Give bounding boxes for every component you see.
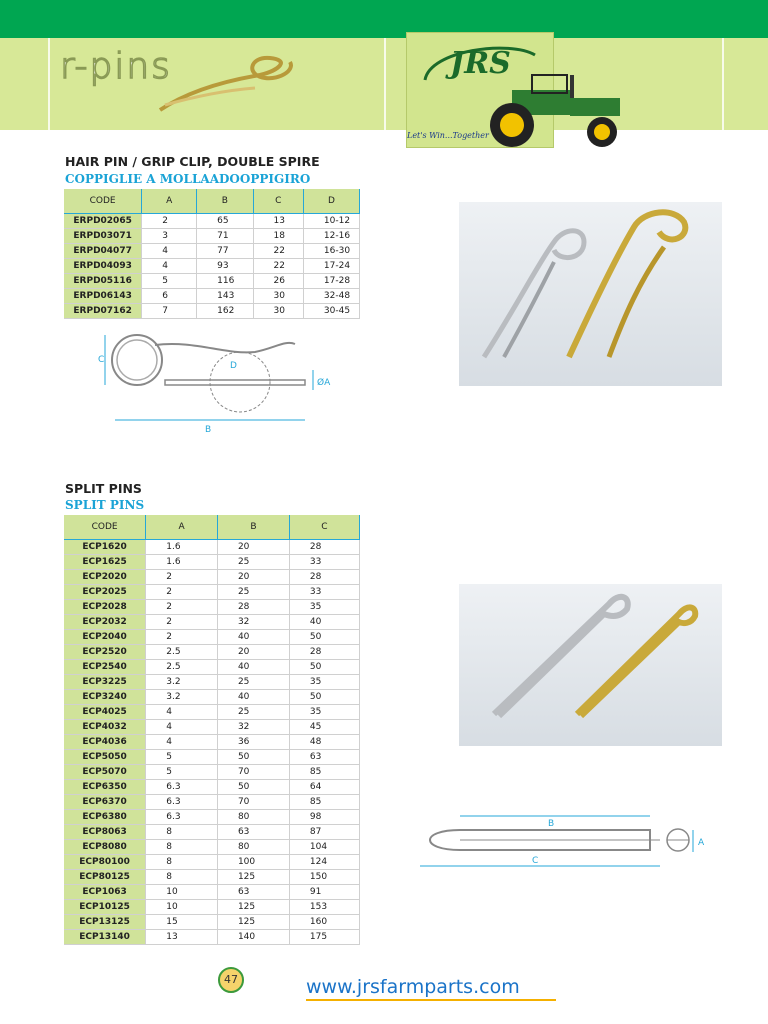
footer-url[interactable]: www.jrsfarmparts.com bbox=[306, 976, 520, 998]
table-cell-value: 10-12 bbox=[303, 214, 359, 229]
table-cell-code: ECP2032 bbox=[64, 615, 146, 630]
table-cell-value: 8 bbox=[146, 870, 218, 885]
table-row bbox=[64, 675, 360, 690]
table-row bbox=[64, 244, 360, 259]
hair-pin-col-d: D bbox=[303, 189, 359, 214]
table-row bbox=[64, 645, 360, 660]
split-diagram-label-b: B bbox=[548, 819, 555, 829]
table-cell-value: 18 bbox=[253, 229, 303, 244]
table-cell-value: 20 bbox=[217, 540, 289, 555]
table-row bbox=[64, 289, 360, 304]
table-row bbox=[64, 780, 360, 795]
table-cell-code: ECP6350 bbox=[64, 780, 146, 795]
table-cell-value: 160 bbox=[289, 915, 359, 930]
table-cell-value: 36 bbox=[217, 735, 289, 750]
table-cell-value: 6.3 bbox=[146, 810, 218, 825]
table-row bbox=[64, 900, 360, 915]
table-cell-code: ECP3240 bbox=[64, 690, 146, 705]
table-cell-value: 3.2 bbox=[146, 690, 218, 705]
table-cell-value: 2 bbox=[146, 615, 218, 630]
table-cell-value: 28 bbox=[289, 540, 359, 555]
table-cell-value: 6.3 bbox=[146, 795, 218, 810]
table-cell-value: 8 bbox=[146, 855, 218, 870]
table-cell-value: 30 bbox=[253, 289, 303, 304]
table-cell-code: ERPD04077 bbox=[64, 244, 142, 259]
table-cell-value: 2 bbox=[146, 570, 218, 585]
table-cell-value: 40 bbox=[217, 660, 289, 675]
table-cell-value: 25 bbox=[217, 585, 289, 600]
table-row bbox=[64, 259, 360, 274]
split-diagram-label-c: C bbox=[532, 856, 539, 866]
table-cell-value: 50 bbox=[289, 660, 359, 675]
hair-pin-col-b: B bbox=[197, 189, 253, 214]
hair-pin-subtitle: COPPIGLIE A MOLLAADOOPPIGIRO bbox=[65, 172, 311, 186]
split-pins-col-a: A bbox=[146, 515, 218, 540]
hair-pin-col-code: CODE bbox=[64, 189, 142, 214]
table-cell-value: 63 bbox=[289, 750, 359, 765]
table-cell-value: 10 bbox=[146, 900, 218, 915]
table-cell-code: ERPD04093 bbox=[64, 259, 142, 274]
table-cell-value: 32 bbox=[217, 615, 289, 630]
table-row bbox=[64, 229, 360, 244]
table-cell-value: 104 bbox=[289, 840, 359, 855]
table-cell-code: ECP8063 bbox=[64, 825, 146, 840]
table-cell-value: 77 bbox=[197, 244, 253, 259]
table-cell-value: 28 bbox=[289, 645, 359, 660]
table-cell-value: 40 bbox=[217, 630, 289, 645]
table-cell-value: 5 bbox=[146, 765, 218, 780]
table-row bbox=[64, 915, 360, 930]
table-row bbox=[64, 304, 360, 319]
table-cell-value: 17-28 bbox=[303, 274, 359, 289]
table-cell-value: 25 bbox=[217, 675, 289, 690]
logo-tagline: Let's Win...Together bbox=[407, 131, 489, 140]
table-cell-value: 71 bbox=[197, 229, 253, 244]
split-pin-photo bbox=[459, 584, 722, 746]
table-cell-value: 80 bbox=[217, 810, 289, 825]
table-cell-code: ECP2040 bbox=[64, 630, 146, 645]
table-row bbox=[64, 274, 360, 289]
table-cell-code: ECP2028 bbox=[64, 600, 146, 615]
table-cell-value: 30 bbox=[253, 304, 303, 319]
table-cell-value: 33 bbox=[289, 555, 359, 570]
table-cell-value: 1.6 bbox=[146, 540, 218, 555]
table-cell-value: 17-24 bbox=[303, 259, 359, 274]
diagram-label-b: B bbox=[205, 425, 212, 435]
table-cell-value: 116 bbox=[197, 274, 253, 289]
table-cell-value: 15 bbox=[146, 915, 218, 930]
table-cell-value: 40 bbox=[289, 615, 359, 630]
table-cell-value: 2.5 bbox=[146, 645, 218, 660]
table-cell-value: 5 bbox=[146, 750, 218, 765]
table-cell-value: 33 bbox=[289, 585, 359, 600]
table-cell-value: 3 bbox=[142, 229, 197, 244]
split-diagram-label-a: A bbox=[698, 838, 705, 848]
r-pin-header-image bbox=[150, 50, 300, 120]
diagram-label-d: D bbox=[230, 361, 237, 371]
table-cell-value: 48 bbox=[289, 735, 359, 750]
table-cell-value: 100 bbox=[217, 855, 289, 870]
table-cell-code: ECP2025 bbox=[64, 585, 146, 600]
table-row bbox=[64, 615, 360, 630]
split-pins-subtitle: SPLIT PINS bbox=[65, 498, 145, 512]
table-cell-value: 40 bbox=[217, 690, 289, 705]
table-cell-code: ERPD05116 bbox=[64, 274, 142, 289]
table-cell-value: 143 bbox=[197, 289, 253, 304]
table-cell-code: ERPD03071 bbox=[64, 229, 142, 244]
table-cell-value: 50 bbox=[217, 780, 289, 795]
table-cell-value: 45 bbox=[289, 720, 359, 735]
table-cell-value: 85 bbox=[289, 765, 359, 780]
table-cell-code: ERPD06143 bbox=[64, 289, 142, 304]
table-row bbox=[64, 690, 360, 705]
table-row bbox=[64, 735, 360, 750]
table-cell-code: ECP8080 bbox=[64, 840, 146, 855]
table-cell-value: 28 bbox=[217, 600, 289, 615]
table-cell-value: 93 bbox=[197, 259, 253, 274]
table-cell-code: ECP4032 bbox=[64, 720, 146, 735]
table-row bbox=[64, 870, 360, 885]
table-cell-value: 22 bbox=[253, 259, 303, 274]
table-row bbox=[64, 825, 360, 840]
page-title: r-pins bbox=[60, 46, 172, 87]
table-cell-code: ECP2540 bbox=[64, 660, 146, 675]
table-row bbox=[64, 840, 360, 855]
table-cell-code: ECP1620 bbox=[64, 540, 146, 555]
table-cell-value: 28 bbox=[289, 570, 359, 585]
table-cell-value: 1.6 bbox=[146, 555, 218, 570]
split-pins-col-code: CODE bbox=[64, 515, 146, 540]
table-cell-code: ECP5070 bbox=[64, 765, 146, 780]
table-row bbox=[64, 570, 360, 585]
table-cell-value: 6.3 bbox=[146, 780, 218, 795]
page-number: 47 bbox=[218, 967, 244, 993]
split-pins-table bbox=[64, 515, 360, 945]
table-cell-value: 87 bbox=[289, 825, 359, 840]
hair-pin-col-c: C bbox=[253, 189, 303, 214]
table-cell-code: ECP4036 bbox=[64, 735, 146, 750]
table-cell-value: 65 bbox=[197, 214, 253, 229]
table-cell-value: 35 bbox=[289, 600, 359, 615]
table-row bbox=[64, 885, 360, 900]
table-cell-value: 4 bbox=[142, 259, 197, 274]
table-cell-value: 30-45 bbox=[303, 304, 359, 319]
table-cell-value: 50 bbox=[217, 750, 289, 765]
hair-pin-table bbox=[64, 189, 360, 319]
table-cell-value: 16-30 bbox=[303, 244, 359, 259]
top-bar bbox=[0, 0, 768, 38]
table-cell-value: 13 bbox=[146, 930, 218, 945]
hair-pin-title: HAIR PIN / GRIP CLIP, DOUBLE SPIRE bbox=[65, 154, 320, 169]
table-cell-value: 25 bbox=[217, 705, 289, 720]
table-cell-code: ECP80125 bbox=[64, 870, 146, 885]
table-cell-value: 22 bbox=[253, 244, 303, 259]
table-cell-code: ERPD07162 bbox=[64, 304, 142, 319]
table-cell-value: 63 bbox=[217, 885, 289, 900]
table-cell-value: 2 bbox=[146, 600, 218, 615]
table-cell-value: 26 bbox=[253, 274, 303, 289]
table-cell-value: 20 bbox=[217, 645, 289, 660]
table-cell-code: ECP1625 bbox=[64, 555, 146, 570]
table-cell-value: 64 bbox=[289, 780, 359, 795]
table-row bbox=[64, 540, 360, 555]
hair-pin-photo bbox=[459, 202, 722, 386]
table-cell-code: ECP1063 bbox=[64, 885, 146, 900]
table-cell-value: 4 bbox=[146, 720, 218, 735]
table-cell-value: 162 bbox=[197, 304, 253, 319]
table-row bbox=[64, 750, 360, 765]
table-cell-code: ECP6380 bbox=[64, 810, 146, 825]
split-pins-col-c: C bbox=[289, 515, 359, 540]
table-row bbox=[64, 795, 360, 810]
table-cell-value: 2.5 bbox=[146, 660, 218, 675]
table-cell-code: ECP4025 bbox=[64, 705, 146, 720]
table-cell-value: 63 bbox=[217, 825, 289, 840]
table-cell-value: 125 bbox=[217, 915, 289, 930]
table-row bbox=[64, 555, 360, 570]
table-cell-value: 98 bbox=[289, 810, 359, 825]
table-row bbox=[64, 930, 360, 945]
table-row bbox=[64, 630, 360, 645]
table-cell-code: ERPD02065 bbox=[64, 214, 142, 229]
table-cell-code: ECP6370 bbox=[64, 795, 146, 810]
footer-underline bbox=[306, 999, 556, 1001]
split-pin-diagram bbox=[410, 808, 710, 878]
table-cell-value: 2 bbox=[146, 585, 218, 600]
table-cell-value: 50 bbox=[289, 630, 359, 645]
table-cell-value: 13 bbox=[253, 214, 303, 229]
table-cell-value: 7 bbox=[142, 304, 197, 319]
table-cell-value: 32-48 bbox=[303, 289, 359, 304]
table-cell-value: 4 bbox=[142, 244, 197, 259]
table-cell-value: 150 bbox=[289, 870, 359, 885]
table-cell-value: 3.2 bbox=[146, 675, 218, 690]
table-row bbox=[64, 214, 360, 229]
table-row bbox=[64, 765, 360, 780]
hair-pin-diagram bbox=[95, 330, 345, 440]
table-row bbox=[64, 720, 360, 735]
table-cell-value: 175 bbox=[289, 930, 359, 945]
table-cell-value: 12-16 bbox=[303, 229, 359, 244]
diagram-label-a: ØA bbox=[317, 378, 331, 388]
split-pins-col-b: B bbox=[217, 515, 289, 540]
table-row bbox=[64, 600, 360, 615]
table-row bbox=[64, 705, 360, 720]
table-cell-value: 80 bbox=[217, 840, 289, 855]
table-cell-value: 10 bbox=[146, 885, 218, 900]
table-cell-value: 32 bbox=[217, 720, 289, 735]
table-cell-code: ECP10125 bbox=[64, 900, 146, 915]
table-cell-value: 124 bbox=[289, 855, 359, 870]
table-cell-value: 2 bbox=[142, 214, 197, 229]
table-cell-value: 4 bbox=[146, 705, 218, 720]
table-cell-value: 2 bbox=[146, 630, 218, 645]
table-cell-value: 4 bbox=[146, 735, 218, 750]
table-row bbox=[64, 810, 360, 825]
table-cell-code: ECP3225 bbox=[64, 675, 146, 690]
table-cell-code: ECP2020 bbox=[64, 570, 146, 585]
table-cell-value: 153 bbox=[289, 900, 359, 915]
table-cell-code: ECP13125 bbox=[64, 915, 146, 930]
table-cell-code: ECP2520 bbox=[64, 645, 146, 660]
table-cell-value: 50 bbox=[289, 690, 359, 705]
table-row bbox=[64, 585, 360, 600]
table-cell-value: 140 bbox=[217, 930, 289, 945]
table-cell-value: 91 bbox=[289, 885, 359, 900]
table-cell-value: 85 bbox=[289, 795, 359, 810]
table-cell-value: 125 bbox=[217, 870, 289, 885]
table-cell-value: 6 bbox=[142, 289, 197, 304]
diagram-label-c: C bbox=[98, 355, 105, 365]
table-cell-value: 35 bbox=[289, 705, 359, 720]
table-cell-code: ECP80100 bbox=[64, 855, 146, 870]
tractor-image bbox=[482, 70, 632, 155]
table-cell-value: 70 bbox=[217, 765, 289, 780]
table-cell-value: 20 bbox=[217, 570, 289, 585]
table-row bbox=[64, 660, 360, 675]
split-pins-title: SPLIT PINS bbox=[65, 481, 142, 496]
table-cell-value: 25 bbox=[217, 555, 289, 570]
table-cell-value: 70 bbox=[217, 795, 289, 810]
table-cell-value: 35 bbox=[289, 675, 359, 690]
table-cell-value: 8 bbox=[146, 825, 218, 840]
brand-logo: JRS bbox=[450, 46, 511, 81]
table-cell-code: ECP13140 bbox=[64, 930, 146, 945]
table-cell-value: 8 bbox=[146, 840, 218, 855]
table-cell-value: 125 bbox=[217, 900, 289, 915]
hair-pin-col-a: A bbox=[142, 189, 197, 214]
table-cell-code: ECP5050 bbox=[64, 750, 146, 765]
table-row bbox=[64, 855, 360, 870]
table-cell-value: 5 bbox=[142, 274, 197, 289]
